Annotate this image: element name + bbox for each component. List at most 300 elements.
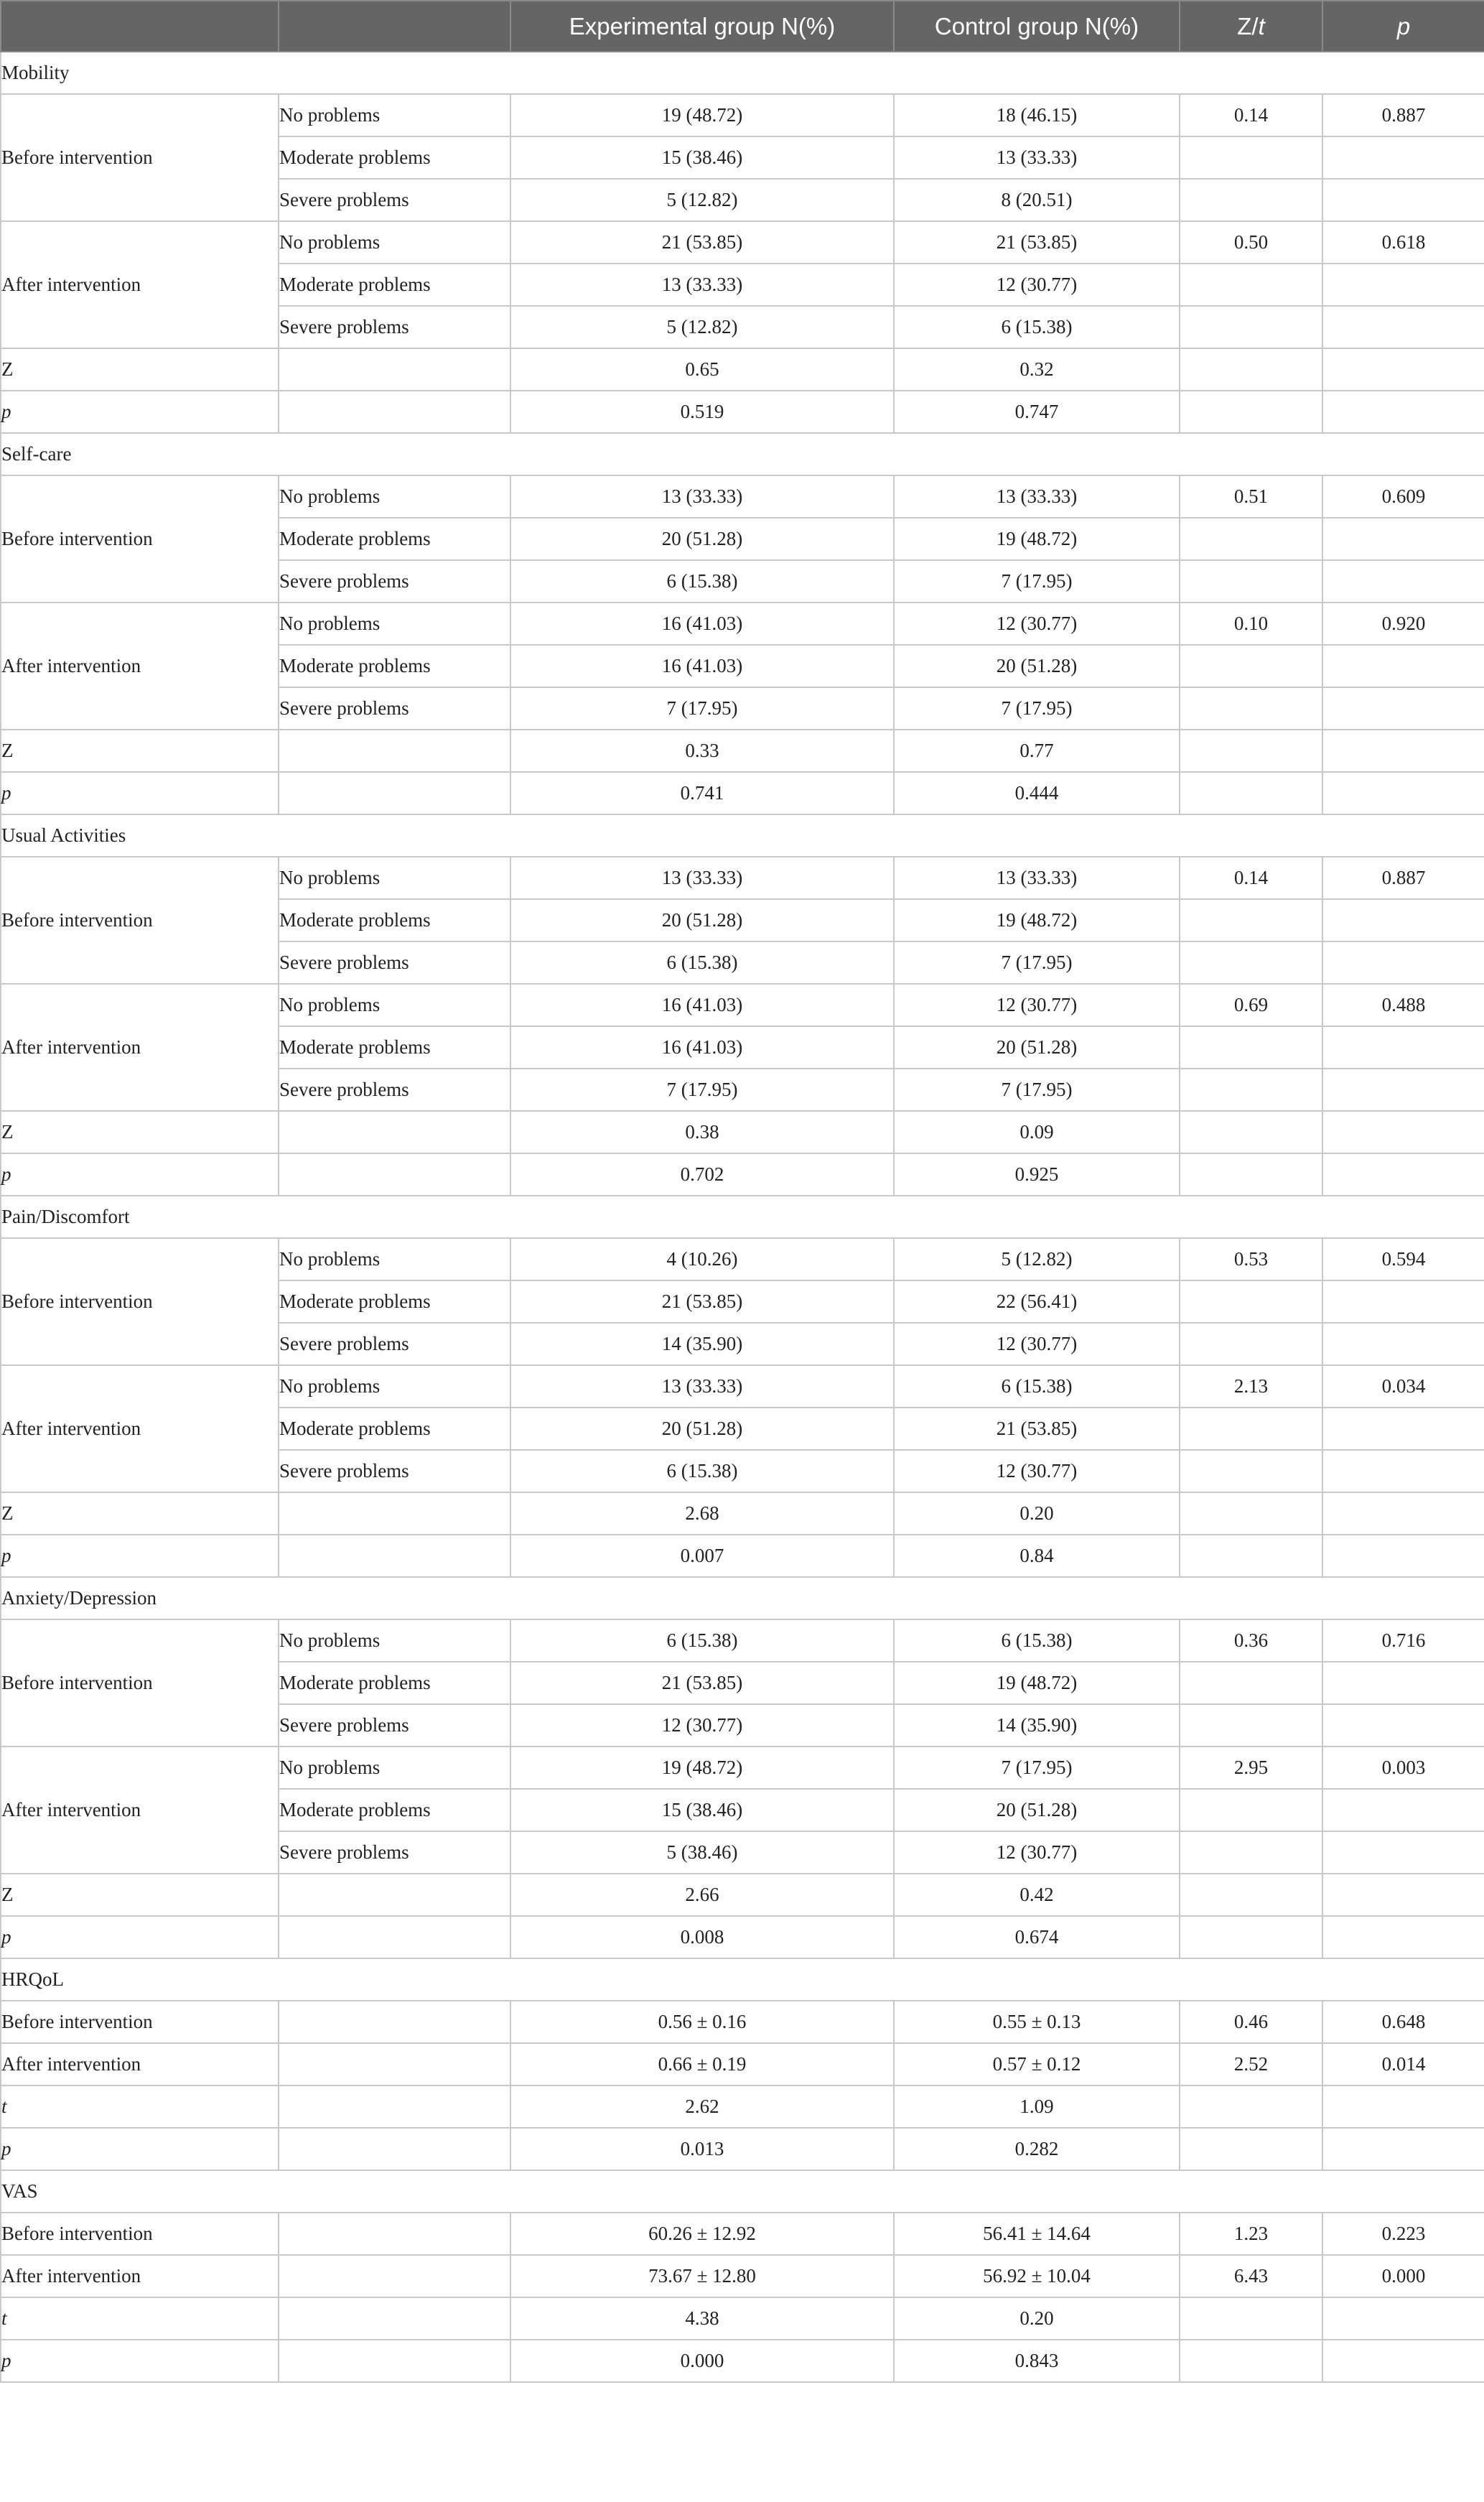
control-cell: 5 (12.82): [894, 1238, 1180, 1280]
experimental-cell: 0.519: [510, 391, 894, 433]
header-control: Control group N(%): [894, 1, 1180, 52]
zt-cell: 2.95: [1180, 1747, 1322, 1789]
level-label: No problems: [279, 857, 510, 899]
p-cell: 0.003: [1322, 1747, 1484, 1789]
blank-cell: [1322, 2085, 1484, 2128]
blank-cell: [1180, 730, 1322, 772]
level-label: No problems: [279, 1619, 510, 1662]
blank-cell: [1322, 391, 1484, 433]
control-cell: 0.42: [894, 1874, 1180, 1916]
stat-row: [1, 1153, 1484, 1196]
experimental-cell: 6 (15.38): [510, 941, 894, 984]
control-cell: 0.674: [894, 1916, 1180, 1958]
group-label: Before intervention: [1, 94, 279, 221]
header-blank-1: [1, 1, 279, 52]
experimental-cell: 5 (38.46): [510, 1831, 894, 1874]
level-label: Severe problems: [279, 1323, 510, 1365]
experimental-cell: 0.66 ± 0.19: [510, 2043, 894, 2085]
zt-cell: [1180, 1323, 1322, 1365]
p-cell: 0.887: [1322, 94, 1484, 136]
blank-cell: [1322, 772, 1484, 814]
p-cell: 0.887: [1322, 857, 1484, 899]
zt-cell: 0.14: [1180, 857, 1322, 899]
blank-cell: [279, 2255, 510, 2297]
control-cell: 20 (51.28): [894, 1026, 1180, 1069]
control-cell: 19 (48.72): [894, 1662, 1180, 1704]
blank-cell: [279, 730, 510, 772]
stat-row: [1, 2297, 1484, 2340]
stat-label: Z: [1, 348, 279, 391]
level-label: Severe problems: [279, 179, 510, 221]
blank-cell: [279, 1492, 510, 1535]
stat-label: p: [1, 2340, 279, 2382]
control-cell: 0.84: [894, 1535, 1180, 1577]
stat-label: Z: [1, 1874, 279, 1916]
zt-cell: 0.53: [1180, 1238, 1322, 1280]
level-label: Severe problems: [279, 1704, 510, 1747]
blank-cell: [1180, 1916, 1322, 1958]
blank-cell: [279, 1153, 510, 1196]
experimental-cell: 16 (41.03): [510, 984, 894, 1026]
control-cell: 1.09: [894, 2085, 1180, 2128]
blank-cell: [1180, 1535, 1322, 1577]
group-label: Before intervention: [1, 2001, 279, 2043]
experimental-cell: 6 (15.38): [510, 1619, 894, 1662]
group-label: After intervention: [1, 1747, 279, 1874]
control-cell: 0.20: [894, 1492, 1180, 1535]
section-header-row: [1, 52, 1484, 94]
stat-label: p: [1, 391, 279, 433]
section-title: Pain/Discomfort: [1, 1196, 1484, 1238]
experimental-cell: 0.38: [510, 1111, 894, 1153]
zt-cell: [1180, 560, 1322, 603]
control-cell: 0.55 ± 0.13: [894, 2001, 1180, 2043]
table-body: [1, 52, 1484, 2382]
experimental-cell: 6 (15.38): [510, 1450, 894, 1492]
control-cell: 0.282: [894, 2128, 1180, 2170]
p-cell: [1322, 560, 1484, 603]
control-cell: 12 (30.77): [894, 1450, 1180, 1492]
experimental-cell: 19 (48.72): [510, 1747, 894, 1789]
blank-cell: [279, 772, 510, 814]
section-title: Anxiety/Depression: [1, 1577, 1484, 1619]
control-cell: 12 (30.77): [894, 984, 1180, 1026]
blank-cell: [1180, 1492, 1322, 1535]
blank-cell: [1180, 2340, 1322, 2382]
experimental-cell: 0.000: [510, 2340, 894, 2382]
p-cell: [1322, 179, 1484, 221]
control-cell: 13 (33.33): [894, 475, 1180, 518]
control-cell: 12 (30.77): [894, 603, 1180, 645]
p-cell: 0.618: [1322, 221, 1484, 264]
level-label: Moderate problems: [279, 1026, 510, 1069]
table-row: [1, 221, 1484, 264]
p-cell: 0.223: [1322, 2213, 1484, 2255]
control-cell: 7 (17.95): [894, 560, 1180, 603]
zt-cell: [1180, 518, 1322, 560]
experimental-cell: 21 (53.85): [510, 221, 894, 264]
experimental-cell: 0.013: [510, 2128, 894, 2170]
zt-cell: [1180, 941, 1322, 984]
group-label: Before intervention: [1, 857, 279, 984]
p-cell: 0.488: [1322, 984, 1484, 1026]
control-cell: 12 (30.77): [894, 1831, 1180, 1874]
p-cell: [1322, 941, 1484, 984]
p-cell: [1322, 899, 1484, 941]
experimental-cell: 20 (51.28): [510, 899, 894, 941]
control-cell: 56.92 ± 10.04: [894, 2255, 1180, 2297]
header-row: [1, 1, 1484, 52]
control-cell: 6 (15.38): [894, 1365, 1180, 1408]
group-label: After intervention: [1, 603, 279, 730]
level-label: Moderate problems: [279, 136, 510, 179]
stat-label: Z: [1, 730, 279, 772]
control-cell: 18 (46.15): [894, 94, 1180, 136]
experimental-cell: 0.007: [510, 1535, 894, 1577]
group-label: Before intervention: [1, 475, 279, 603]
level-label: No problems: [279, 221, 510, 264]
p-cell: [1322, 1026, 1484, 1069]
blank-cell: [279, 1874, 510, 1916]
experimental-cell: 20 (51.28): [510, 1408, 894, 1450]
p-cell: [1322, 1662, 1484, 1704]
zt-cell: 0.50: [1180, 221, 1322, 264]
control-cell: 22 (56.41): [894, 1280, 1180, 1323]
blank-cell: [1180, 1111, 1322, 1153]
section-header-row: [1, 814, 1484, 857]
experimental-cell: 0.56 ± 0.16: [510, 2001, 894, 2043]
stat-label: p: [1, 1153, 279, 1196]
experimental-cell: 2.68: [510, 1492, 894, 1535]
blank-cell: [1180, 1153, 1322, 1196]
blank-cell: [279, 2085, 510, 2128]
control-cell: 13 (33.33): [894, 857, 1180, 899]
level-label: Moderate problems: [279, 518, 510, 560]
blank-cell: [279, 2128, 510, 2170]
experimental-cell: 7 (17.95): [510, 1069, 894, 1111]
blank-cell: [1322, 1153, 1484, 1196]
control-cell: 20 (51.28): [894, 1789, 1180, 1831]
control-cell: 0.925: [894, 1153, 1180, 1196]
experimental-cell: 5 (12.82): [510, 306, 894, 348]
stat-label: p: [1, 1535, 279, 1577]
table-row: [1, 2001, 1484, 2043]
experimental-cell: 2.66: [510, 1874, 894, 1916]
control-cell: 19 (48.72): [894, 518, 1180, 560]
experimental-cell: 5 (12.82): [510, 179, 894, 221]
table-row: [1, 1619, 1484, 1662]
control-cell: 0.444: [894, 772, 1180, 814]
control-cell: 6 (15.38): [894, 1619, 1180, 1662]
zt-cell: [1180, 1408, 1322, 1450]
zt-cell: 0.10: [1180, 603, 1322, 645]
control-cell: 8 (20.51): [894, 179, 1180, 221]
experimental-cell: 13 (33.33): [510, 857, 894, 899]
table-row: [1, 603, 1484, 645]
blank-cell: [1180, 2085, 1322, 2128]
p-cell: [1322, 1704, 1484, 1747]
header-experimental: Experimental group N(%): [510, 1, 894, 52]
experimental-cell: 2.62: [510, 2085, 894, 2128]
p-cell: 0.920: [1322, 603, 1484, 645]
level-label: Severe problems: [279, 560, 510, 603]
control-cell: 56.41 ± 14.64: [894, 2213, 1180, 2255]
blank-cell: [279, 2340, 510, 2382]
level-label: Severe problems: [279, 1069, 510, 1111]
blank-cell: [279, 1111, 510, 1153]
blank-cell: [1180, 348, 1322, 391]
control-cell: 21 (53.85): [894, 221, 1180, 264]
zt-cell: 1.23: [1180, 2213, 1322, 2255]
group-label: Before intervention: [1, 1238, 279, 1365]
section-title: VAS: [1, 2170, 1484, 2213]
stat-row: [1, 391, 1484, 433]
blank-cell: [1322, 1916, 1484, 1958]
p-cell: [1322, 1069, 1484, 1111]
control-cell: 0.57 ± 0.12: [894, 2043, 1180, 2085]
blank-cell: [1322, 1535, 1484, 1577]
control-cell: 0.09: [894, 1111, 1180, 1153]
control-cell: 7 (17.95): [894, 687, 1180, 730]
section-title: Usual Activities: [1, 814, 1484, 857]
experimental-cell: 7 (17.95): [510, 687, 894, 730]
level-label: Moderate problems: [279, 1280, 510, 1323]
level-label: Severe problems: [279, 687, 510, 730]
zt-cell: [1180, 1026, 1322, 1069]
p-cell: [1322, 136, 1484, 179]
section-header-row: [1, 1577, 1484, 1619]
zt-cell: 0.69: [1180, 984, 1322, 1026]
blank-cell: [1322, 348, 1484, 391]
group-label: After intervention: [1, 1365, 279, 1492]
level-label: Moderate problems: [279, 1662, 510, 1704]
group-label: Before intervention: [1, 1619, 279, 1747]
zt-cell: [1180, 1450, 1322, 1492]
experimental-cell: 19 (48.72): [510, 94, 894, 136]
control-cell: 0.77: [894, 730, 1180, 772]
experimental-cell: 12 (30.77): [510, 1704, 894, 1747]
experimental-cell: 21 (53.85): [510, 1280, 894, 1323]
group-label: After intervention: [1, 2043, 279, 2085]
experimental-cell: 60.26 ± 12.92: [510, 2213, 894, 2255]
blank-cell: [1322, 2340, 1484, 2382]
experimental-cell: 13 (33.33): [510, 475, 894, 518]
stat-label: Z: [1, 1492, 279, 1535]
experimental-cell: 0.702: [510, 1153, 894, 1196]
stat-row: [1, 1874, 1484, 1916]
zt-cell: [1180, 645, 1322, 687]
control-cell: 6 (15.38): [894, 306, 1180, 348]
level-label: Moderate problems: [279, 1789, 510, 1831]
p-cell: [1322, 1323, 1484, 1365]
experimental-cell: 21 (53.85): [510, 1662, 894, 1704]
control-cell: 20 (51.28): [894, 645, 1180, 687]
zt-cell: [1180, 179, 1322, 221]
level-label: Severe problems: [279, 1450, 510, 1492]
blank-cell: [1322, 1111, 1484, 1153]
experimental-cell: 20 (51.28): [510, 518, 894, 560]
level-label: No problems: [279, 94, 510, 136]
level-label: Moderate problems: [279, 645, 510, 687]
stat-row: [1, 1916, 1484, 1958]
experimental-cell: 16 (41.03): [510, 645, 894, 687]
zt-cell: [1180, 264, 1322, 306]
p-cell: [1322, 518, 1484, 560]
stat-label: p: [1, 1916, 279, 1958]
p-cell: 0.716: [1322, 1619, 1484, 1662]
experimental-cell: 4.38: [510, 2297, 894, 2340]
stat-row: [1, 348, 1484, 391]
section-title: HRQoL: [1, 1958, 1484, 2001]
stat-row: [1, 1492, 1484, 1535]
p-cell: [1322, 1408, 1484, 1450]
zt-cell: 2.13: [1180, 1365, 1322, 1408]
p-cell: 0.034: [1322, 1365, 1484, 1408]
blank-cell: [1322, 1874, 1484, 1916]
zt-cell: 0.14: [1180, 94, 1322, 136]
blank-cell: [279, 2043, 510, 2085]
p-cell: [1322, 645, 1484, 687]
p-cell: 0.648: [1322, 2001, 1484, 2043]
blank-cell: [1322, 2128, 1484, 2170]
blank-cell: [1322, 730, 1484, 772]
p-cell: [1322, 1831, 1484, 1874]
level-label: No problems: [279, 984, 510, 1026]
stat-label: Z: [1, 1111, 279, 1153]
zt-cell: [1180, 1704, 1322, 1747]
blank-cell: [1180, 2297, 1322, 2340]
stat-row: [1, 1535, 1484, 1577]
blank-cell: [1180, 772, 1322, 814]
stat-row: [1, 2128, 1484, 2170]
control-cell: 0.747: [894, 391, 1180, 433]
table-row: [1, 857, 1484, 899]
control-cell: 21 (53.85): [894, 1408, 1180, 1450]
zt-cell: [1180, 687, 1322, 730]
control-cell: 19 (48.72): [894, 899, 1180, 941]
blank-cell: [1322, 2297, 1484, 2340]
zt-cell: [1180, 306, 1322, 348]
table-row: [1, 1747, 1484, 1789]
section-header-row: [1, 2170, 1484, 2213]
level-label: No problems: [279, 1238, 510, 1280]
header-z-t-t: t: [1258, 12, 1265, 39]
experimental-cell: 73.67 ± 12.80: [510, 2255, 894, 2297]
level-label: No problems: [279, 1747, 510, 1789]
zt-cell: [1180, 136, 1322, 179]
blank-cell: [279, 2001, 510, 2043]
section-title: Mobility: [1, 52, 1484, 94]
stat-label: p: [1, 772, 279, 814]
zt-cell: [1180, 1662, 1322, 1704]
blank-cell: [279, 1535, 510, 1577]
control-cell: 7 (17.95): [894, 941, 1180, 984]
p-cell: 0.014: [1322, 2043, 1484, 2085]
level-label: No problems: [279, 1365, 510, 1408]
zt-cell: 0.36: [1180, 1619, 1322, 1662]
header-z-t-z: Z/: [1237, 12, 1259, 39]
section-header-row: [1, 1958, 1484, 2001]
blank-cell: [1180, 2128, 1322, 2170]
stat-label: p: [1, 2128, 279, 2170]
level-label: Moderate problems: [279, 264, 510, 306]
blank-cell: [279, 2297, 510, 2340]
level-label: Moderate problems: [279, 899, 510, 941]
zt-cell: 6.43: [1180, 2255, 1322, 2297]
zt-cell: 2.52: [1180, 2043, 1322, 2085]
zt-cell: [1180, 1831, 1322, 1874]
table-row: [1, 1238, 1484, 1280]
blank-cell: [1180, 1874, 1322, 1916]
stat-row: [1, 2085, 1484, 2128]
group-label: After intervention: [1, 221, 279, 348]
level-label: Severe problems: [279, 941, 510, 984]
blank-cell: [1322, 1492, 1484, 1535]
experimental-cell: 15 (38.46): [510, 1789, 894, 1831]
experimental-cell: 0.008: [510, 1916, 894, 1958]
stat-label: t: [1, 2085, 279, 2128]
zt-cell: [1180, 1069, 1322, 1111]
p-cell: 0.000: [1322, 2255, 1484, 2297]
control-cell: 7 (17.95): [894, 1747, 1180, 1789]
control-cell: 7 (17.95): [894, 1069, 1180, 1111]
control-cell: 13 (33.33): [894, 136, 1180, 179]
level-label: No problems: [279, 475, 510, 518]
experimental-cell: 0.741: [510, 772, 894, 814]
experimental-cell: 0.33: [510, 730, 894, 772]
blank-cell: [1180, 391, 1322, 433]
header-blank-2: [279, 1, 510, 52]
table-row: [1, 984, 1484, 1026]
table-row: [1, 94, 1484, 136]
p-cell: [1322, 1450, 1484, 1492]
header-p-label: p: [1396, 12, 1411, 39]
stat-row: [1, 1111, 1484, 1153]
control-cell: 12 (30.77): [894, 1323, 1180, 1365]
p-cell: [1322, 1280, 1484, 1323]
experimental-cell: 13 (33.33): [510, 264, 894, 306]
table-row: [1, 1365, 1484, 1408]
level-label: Severe problems: [279, 306, 510, 348]
zt-cell: [1180, 899, 1322, 941]
stat-row: [1, 2340, 1484, 2382]
header-p: [1322, 1, 1484, 52]
p-cell: [1322, 687, 1484, 730]
control-cell: 14 (35.90): [894, 1704, 1180, 1747]
p-cell: [1322, 264, 1484, 306]
p-cell: 0.609: [1322, 475, 1484, 518]
group-label: After intervention: [1, 984, 279, 1111]
section-header-row: [1, 433, 1484, 475]
control-cell: 12 (30.77): [894, 264, 1180, 306]
blank-cell: [279, 2213, 510, 2255]
blank-cell: [279, 391, 510, 433]
section-header-row: [1, 1196, 1484, 1238]
zt-cell: 0.51: [1180, 475, 1322, 518]
level-label: No problems: [279, 603, 510, 645]
experimental-cell: 16 (41.03): [510, 1026, 894, 1069]
table-row: [1, 2255, 1484, 2297]
p-cell: [1322, 306, 1484, 348]
experimental-cell: 14 (35.90): [510, 1323, 894, 1365]
table-row: [1, 2043, 1484, 2085]
zt-cell: [1180, 1789, 1322, 1831]
p-cell: [1322, 1789, 1484, 1831]
table-row: [1, 2213, 1484, 2255]
group-label: After intervention: [1, 2255, 279, 2297]
zt-cell: [1180, 1280, 1322, 1323]
p-cell: 0.594: [1322, 1238, 1484, 1280]
